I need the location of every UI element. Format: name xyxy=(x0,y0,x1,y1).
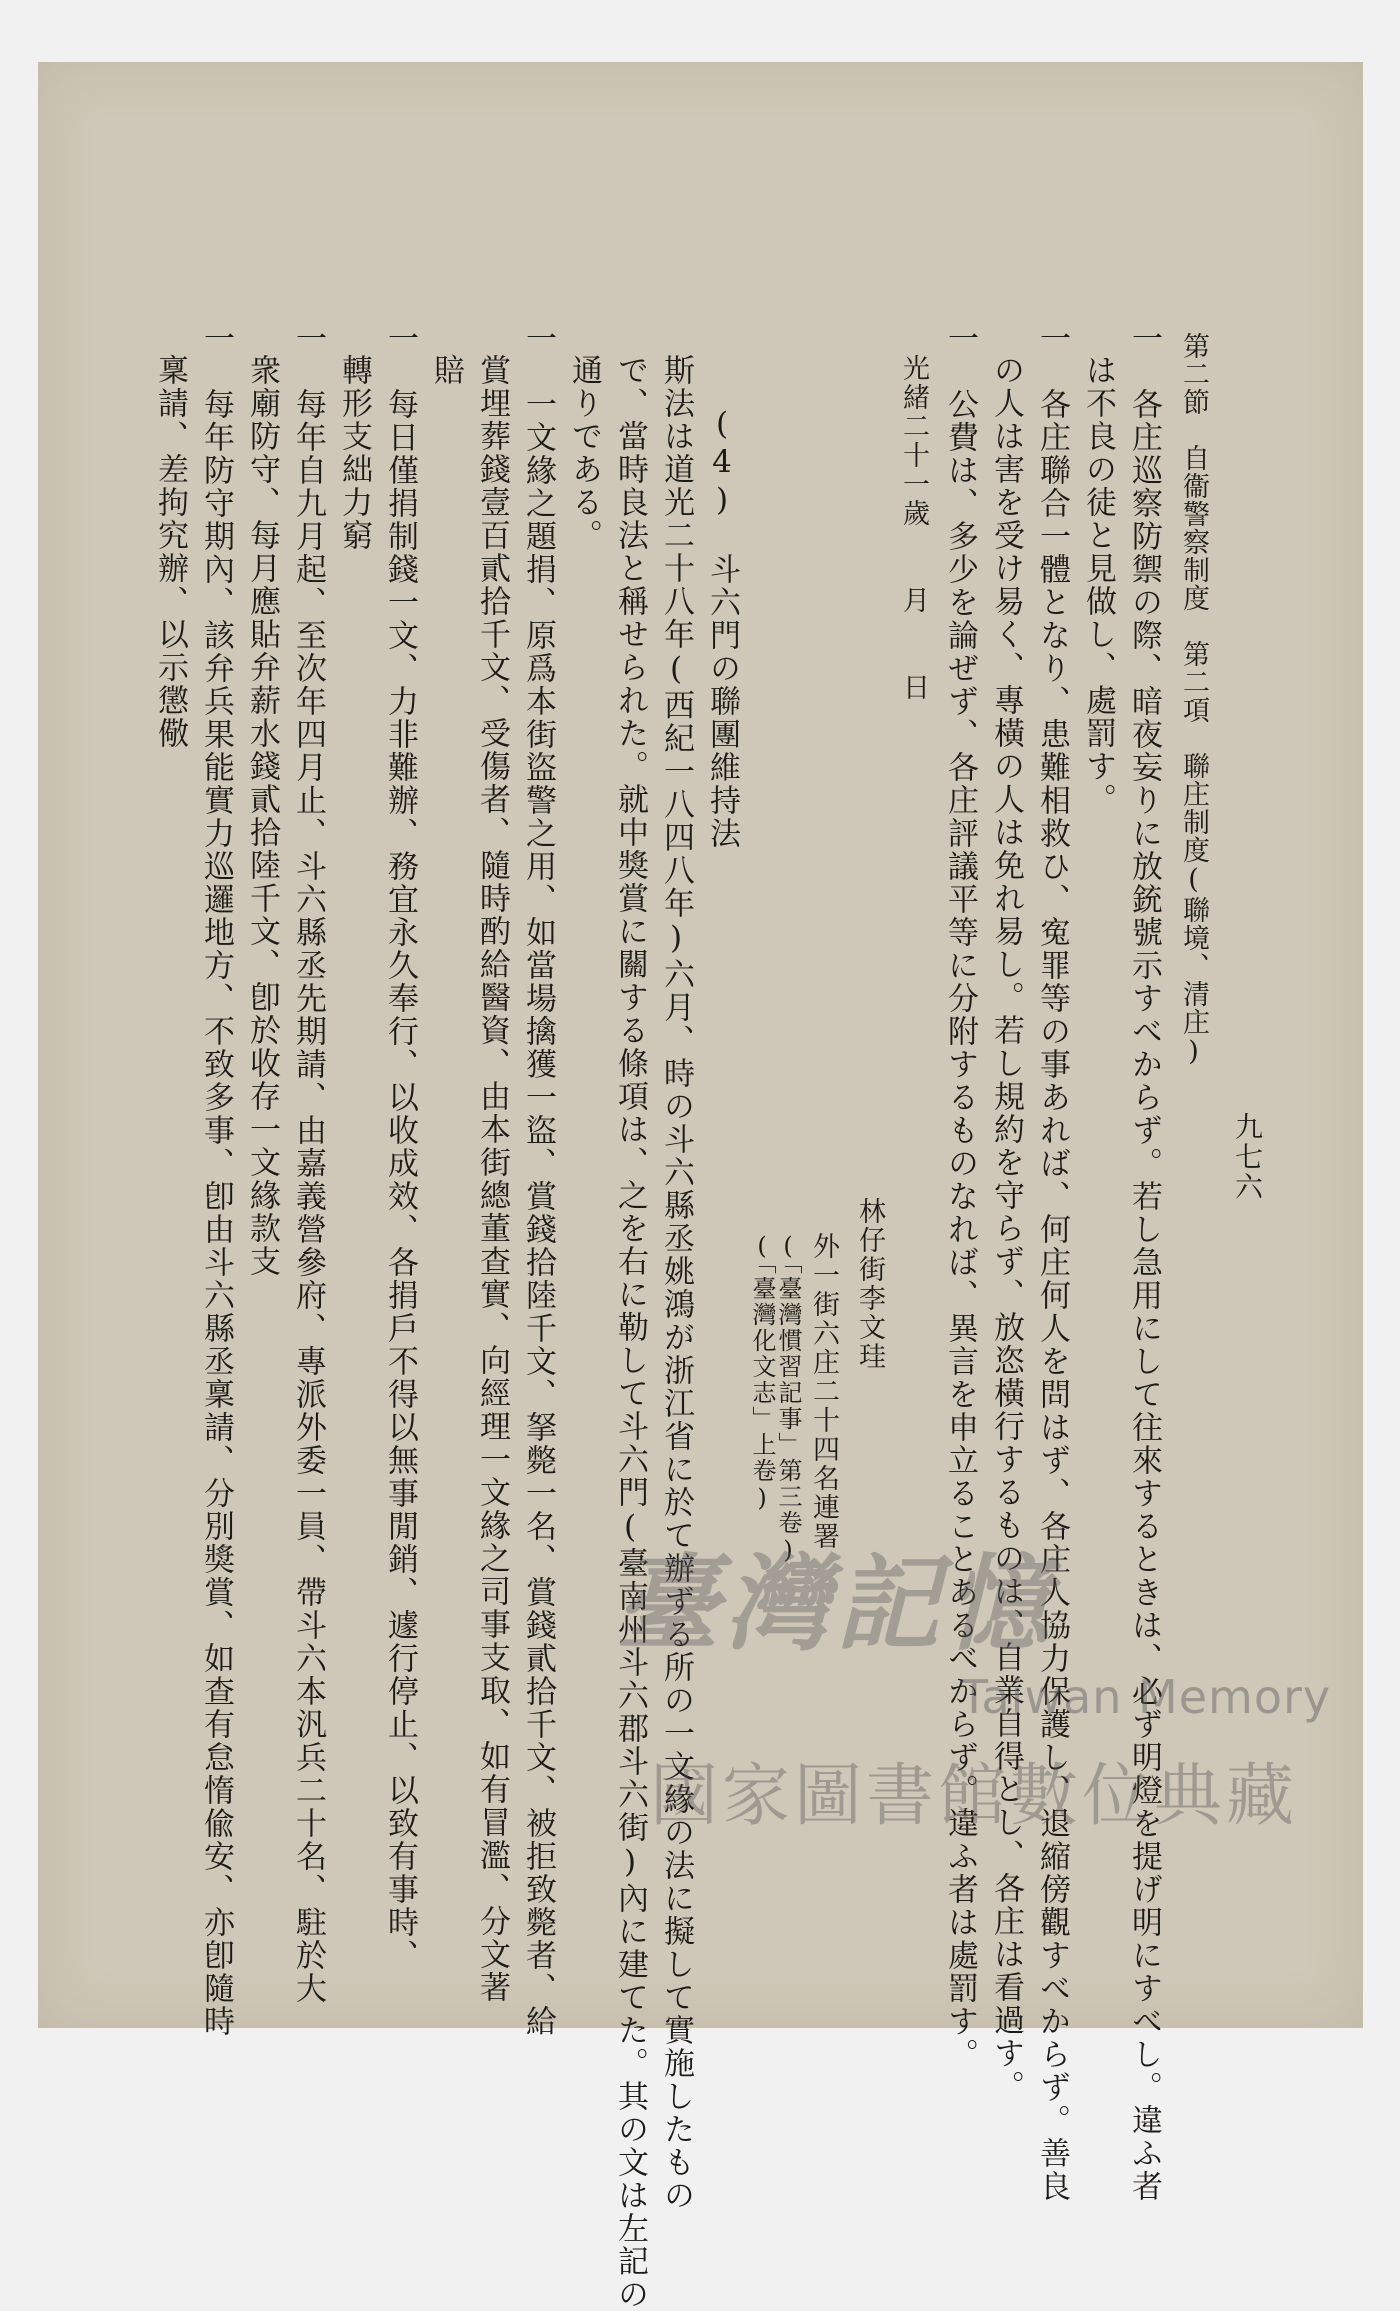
signature-cosign: 外一街六庄二十四名連署 xyxy=(808,1232,839,1551)
clause-line-6: 一 每年自九月起、至次年四月止、斗六縣丞先期請、由嘉義營參府、專派外委一員、帶斗六本汎兵二十名、駐於大 xyxy=(290,322,326,2005)
watermark-logo-english: Taiwan Memory xyxy=(960,1670,1332,1724)
section-heading: (4) 斗六門の聯團維持法 xyxy=(704,406,740,850)
source-citation-1: (「臺灣慣習記事」第三卷) xyxy=(774,1232,802,1566)
body-line-2: は不良の徒と見做し、處罰す。 xyxy=(1080,354,1116,816)
body-line-4: の人は害を受け易く、專橫の人は免れ易し。若し規約を守らず、放恣橫行するものは、自業自得とし、各庄は看過す。 xyxy=(988,354,1024,2103)
source-citation-2: (「臺灣化文志」上卷) xyxy=(748,1232,776,1514)
running-header: 第二節 自衞警察制度 第二項 聯庄制度(聯境、清庄) xyxy=(1178,332,1209,1068)
signature-date: 光緒二十一歲 月 日 xyxy=(898,354,929,702)
clause-line-5: 轉形支絀力窮 xyxy=(336,354,372,552)
watermark-org-name: 國家圖書館數位典藏 xyxy=(650,1757,1299,1836)
body-line-3: 一 各庄聯合一體となり、患難相救ひ、寃罪等の事あれば、何庄何人を問はず、各庄人協力保護し、退縮傍觀すべからず。善良 xyxy=(1034,322,1070,2203)
clause-line-4: 一 每日僅捐制錢一文、力非難辦、務宜永久奉行、以收成效、各捐戶不得以無事閒銷、遽行停止、以致有事時、 xyxy=(382,322,418,1972)
clause-line-1: 一 一文緣之題捐、原爲本街盜警之用、如當場擒獲一盜、賞錢拾陸千文、拏斃一名、賞錢貳拾千文、被拒致斃者、給 xyxy=(520,322,556,2038)
watermark-logo-script: 臺灣記憶 xyxy=(615,1542,1056,1665)
clause-line-8: 一 每年防守期內、該弁兵果能實力巡邏地方、不致多事、卽由斗六縣丞稟請、分別獎賞、如查有怠惰偸安、亦卽隨時 xyxy=(198,322,234,2038)
clause-line-2: 賞埋葬錢壹百貳拾千文、受傷者、隨時酌給醫資、由本街總董查實、向經理一文緣之司事支取、如有冒濫、分文著 xyxy=(474,354,510,2004)
body-line-5: 一 公費は、多少を論ぜず、各庄評議平等に分附するものなれば、異言を申立ることあるべからず。違ふ者は處罰す。 xyxy=(942,322,978,2071)
signature-name: 林仔街李文珪 xyxy=(854,1197,885,1371)
document-page xyxy=(38,62,1363,2311)
section-intro-1: 斯法は道光二十八年(西紀一八四八年)六月、時の斗六縣丞姚鴻が浙江省に於て辦ずる所の一文緣の法に擬して實施したもの xyxy=(658,354,694,2212)
clause-line-7: 衆廟防守、每月應貼弁薪水錢貳拾陸千文、卽於收存一文緣款支 xyxy=(244,354,280,1278)
body-line-1: 一 各庄巡察防禦の際、暗夜妄りに放銃號示すべからず。若し急用にして往來するときは、必ず明燈を提げ明にすべし。違ふ者 xyxy=(1126,322,1162,2203)
section-intro-3: 通りである。 xyxy=(566,354,602,552)
section-intro-2: で、當時良法と稱せられた。就中獎賞に關する條項は、之を右に勒して斗六門(臺南州斗六郡斗六街)內に建てた。其の文は左記の xyxy=(612,354,648,2311)
clause-line-9: 稟請、差拘究辦、以示懲儆 xyxy=(152,354,188,750)
clause-line-3: 賠 xyxy=(428,354,464,387)
page-number: 九七六 xyxy=(1231,1112,1264,1202)
